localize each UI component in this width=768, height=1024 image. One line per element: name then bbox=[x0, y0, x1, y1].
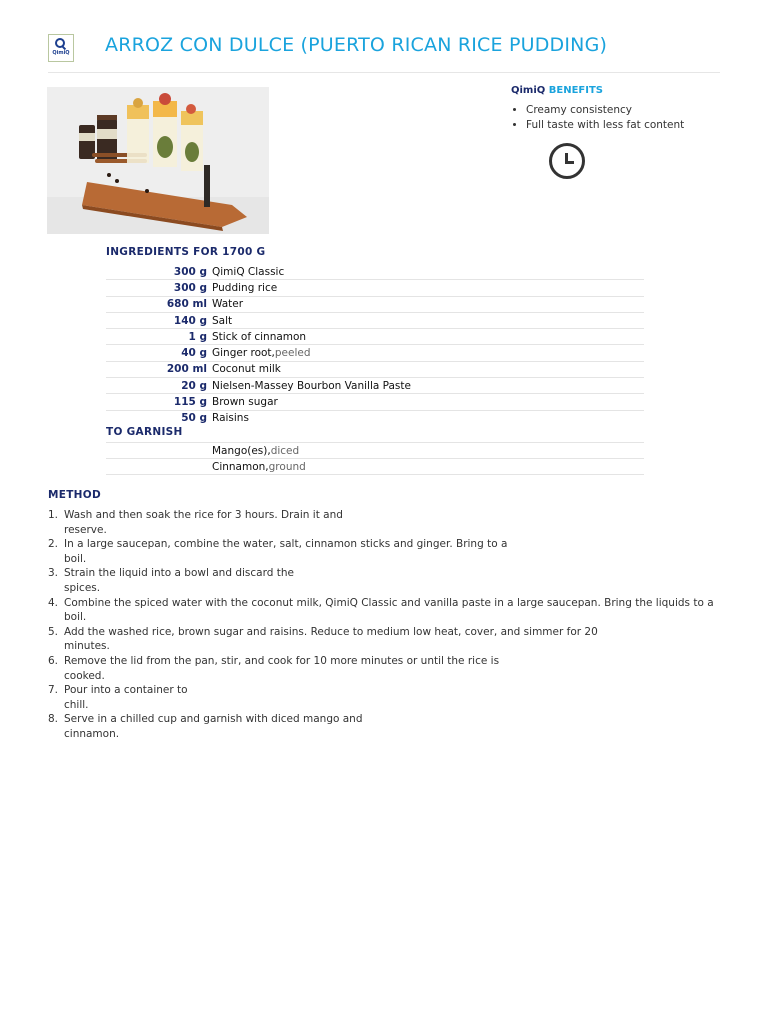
method-step-number: 6. bbox=[48, 654, 59, 667]
qimiq-logo-mark bbox=[55, 38, 65, 48]
method-steps bbox=[48, 508, 720, 742]
ingredient-name: QimiQ Classic bbox=[212, 265, 285, 278]
method-step-number: 4. bbox=[48, 596, 59, 609]
garnish-name: Cinnamon, bbox=[212, 460, 269, 473]
ingredient-name: Nielsen-Massey Bourbon Vanilla Paste bbox=[212, 379, 411, 392]
ingredient-name: Pudding rice bbox=[212, 281, 278, 294]
ingredient-row bbox=[106, 345, 644, 361]
benefits-list bbox=[511, 103, 721, 132]
ingredient-row bbox=[106, 394, 644, 410]
garnish-note: ground bbox=[268, 460, 306, 473]
method-step bbox=[48, 654, 720, 683]
ingredient-qty: 680 ml bbox=[166, 298, 207, 311]
ingredient-qty: 300 g bbox=[173, 281, 207, 294]
recipe-header bbox=[48, 30, 720, 73]
method-step bbox=[48, 625, 720, 654]
ingredient-name: Stick of cinnamon bbox=[212, 330, 307, 343]
ingredient-name: Raisins bbox=[212, 412, 249, 425]
method-step bbox=[48, 537, 720, 566]
ingredient-name: Brown sugar bbox=[212, 396, 278, 409]
ingredient-qty: 1 g bbox=[188, 330, 207, 343]
garnish-table bbox=[106, 442, 644, 475]
ingredient-qty: 300 g bbox=[173, 265, 207, 278]
method-step-text: Strain the liquid into a bowl and discard the spices. bbox=[64, 567, 294, 594]
method-heading: METHOD bbox=[48, 489, 102, 501]
garnish-note: diced bbox=[270, 444, 300, 457]
method-step-text: Pour into a container to chill. bbox=[64, 684, 188, 711]
method-step-number: 7. bbox=[48, 684, 59, 697]
benefits-label: BENEFITS bbox=[548, 85, 603, 96]
ingredient-row bbox=[106, 378, 644, 394]
garnish-heading: TO GARNISH bbox=[106, 426, 183, 438]
ingredient-row bbox=[106, 329, 644, 345]
ingredient-note: peeled bbox=[274, 347, 311, 360]
method-step-text: Wash and then soak the rice for 3 hours. Drain it and reserve. bbox=[64, 509, 343, 536]
benefits-heading bbox=[511, 84, 721, 98]
method-step-number: 2. bbox=[48, 538, 59, 551]
garnish-row bbox=[106, 459, 644, 475]
method-step bbox=[48, 683, 720, 712]
method-step bbox=[48, 712, 720, 741]
recipe-title: ARROZ CON DULCE (PUERTO RICAN RICE PUDDING) bbox=[105, 34, 608, 56]
method-step bbox=[48, 566, 720, 595]
ingredient-qty: 200 ml bbox=[166, 363, 207, 376]
garnish-row bbox=[106, 442, 644, 459]
ingredient-row bbox=[106, 280, 644, 296]
method-step-number: 8. bbox=[48, 713, 59, 726]
qimiq-logo bbox=[48, 34, 74, 62]
ingredient-name: Ginger root, bbox=[212, 347, 275, 360]
ingredient-qty: 20 g bbox=[181, 379, 207, 392]
method-step-number: 1. bbox=[48, 509, 59, 521]
ingredient-row bbox=[106, 313, 644, 329]
method-step bbox=[48, 596, 720, 625]
ingredients-table bbox=[106, 264, 644, 426]
method-step bbox=[48, 508, 720, 537]
method-step-number: 5. bbox=[48, 625, 59, 638]
qimiq-logo-text: QimiQ bbox=[52, 50, 70, 56]
clock-icon bbox=[549, 143, 585, 179]
method-step-text: Remove the lid from the pan, stir, and cook for 10 more minutes or until the rice is cooked. bbox=[64, 654, 500, 682]
ingredients-heading: INGREDIENTS FOR 1700 G bbox=[106, 246, 266, 258]
ingredient-name: Salt bbox=[212, 314, 233, 327]
recipe-photo bbox=[47, 87, 269, 234]
ingredient-row bbox=[106, 411, 644, 426]
ingredient-row bbox=[106, 362, 644, 378]
method-step-text: In a large saucepan, combine the water, salt, cinnamon sticks and ginger. Bring to a boil. bbox=[64, 538, 508, 565]
ingredient-row bbox=[106, 297, 644, 313]
method-step-number: 3. bbox=[48, 567, 59, 580]
method-step-text: Serve in a chilled cup and garnish with diced mango and cinnamon. bbox=[64, 713, 363, 740]
ingredient-qty: 40 g bbox=[181, 347, 207, 360]
method-step-text: Combine the spiced water with the coconut milk, QimiQ Classic and vanilla paste in a large saucepan. Bring the liquids to a boil. bbox=[64, 596, 714, 624]
ingredient-row bbox=[106, 264, 644, 280]
benefits-panel bbox=[511, 84, 721, 132]
benefit-item: • Full taste with less fat content bbox=[526, 118, 721, 133]
garnish-name: Mango(es), bbox=[212, 444, 271, 457]
benefits-brand: QimiQ bbox=[511, 85, 546, 96]
ingredient-qty: 50 g bbox=[181, 412, 207, 425]
ingredient-name: Coconut milk bbox=[212, 363, 281, 376]
method-step-text: Add the washed rice, brown sugar and raisins. Reduce to medium low heat, cover, and simmer for 20 minutes. bbox=[64, 625, 598, 653]
ingredient-qty: 140 g bbox=[173, 314, 207, 327]
benefit-item: • Creamy consistency bbox=[526, 103, 721, 118]
ingredient-name: Water bbox=[212, 298, 244, 311]
ingredient-qty: 115 g bbox=[173, 396, 207, 409]
